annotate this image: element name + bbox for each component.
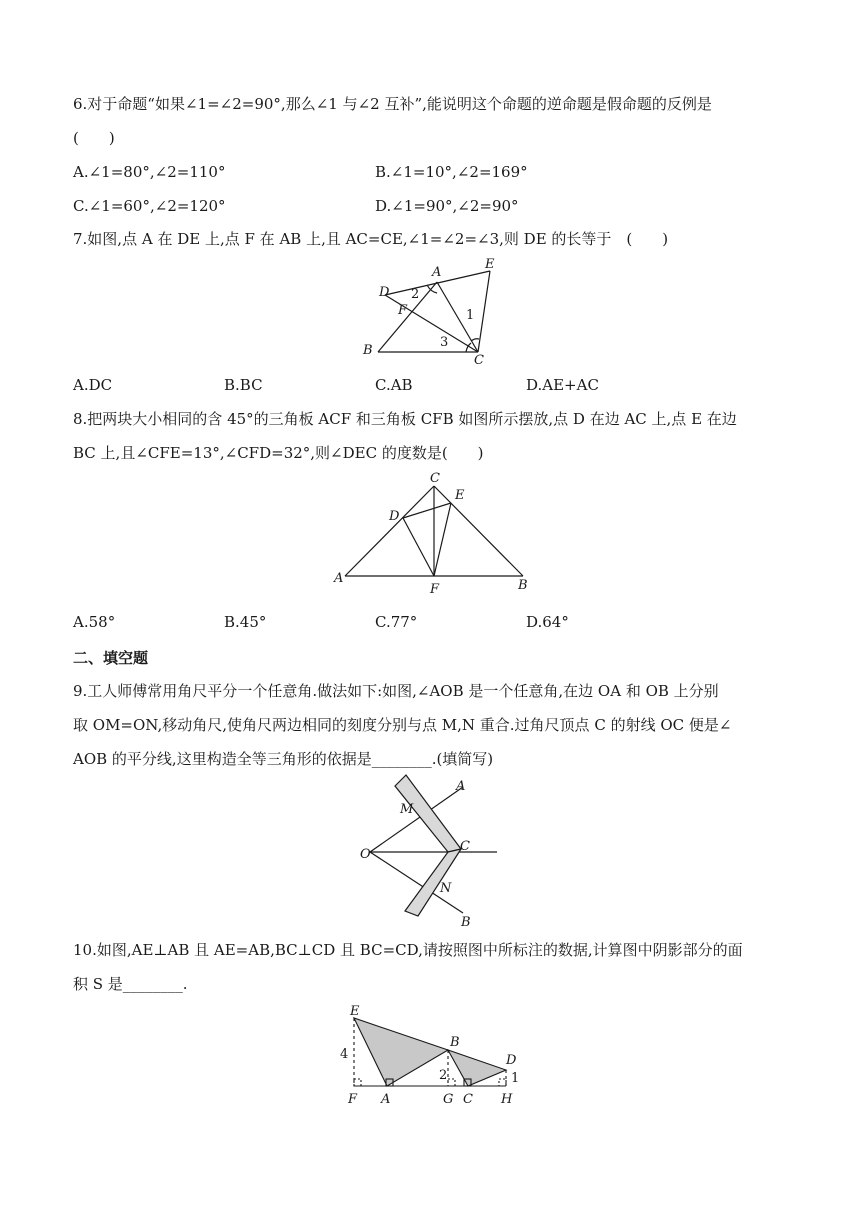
q6-stem-line1: 6.对于命题“如果∠1=∠2=90°,那么∠1 与∠2 互补”,能说明这个命题的逆命题是假命题的反例是 xyxy=(73,95,712,113)
q7-option-c: C.AB xyxy=(375,376,413,394)
q7-option-b: B.BC xyxy=(224,376,263,394)
q6-option-d: D.∠1=90°,∠2=90° xyxy=(375,197,519,215)
q7-label-f: F xyxy=(398,303,408,318)
q10-label-c: C xyxy=(463,1092,473,1107)
q10-right-angle-h xyxy=(499,1079,506,1086)
q8-segment-cb xyxy=(434,486,523,576)
q8-segment-ac xyxy=(345,486,434,576)
q9-label-c: C xyxy=(460,839,470,854)
q9-label-n: N xyxy=(440,881,452,896)
q10-right-angle-g xyxy=(448,1079,455,1086)
q7-label-a: A xyxy=(432,265,442,280)
q7-angle1-arc xyxy=(471,339,479,341)
q8-stem-line1: 8.把两块大小相同的含 45°的三角板 ACF 和三角板 CFB 如图所示摆放,点 D 在边 AC 上,点 E 在边 xyxy=(73,410,737,428)
q8-option-d: D.64° xyxy=(526,613,569,631)
q8-label-a: A xyxy=(334,571,344,586)
q9-stem-line1: 9.工人师傅常用角尺平分一个任意角.做法如下:如图,∠AOB 是一个任意角,在边 OA 和 OB 上分别 xyxy=(73,682,719,700)
q6-stem-line2: ( ) xyxy=(73,129,115,147)
q7-figure xyxy=(355,255,515,367)
q10-stem-line1: 10.如图,AE⊥AB 且 AE=AB,BC⊥CD 且 BC=CD,请按照图中所标注的数据,计算图中阴影部分的面 xyxy=(73,941,743,959)
q10-label-1: 1 xyxy=(511,1071,520,1086)
section-title-fill-in: 二、填空题 xyxy=(73,649,149,667)
q7-label-b: B xyxy=(363,343,373,358)
q6-option-c: C.∠1=60°,∠2=120° xyxy=(73,197,226,215)
q9-stem-line3: AOB 的平分线,这里构造全等三角形的依据是________.(填简写) xyxy=(73,750,494,768)
q7-segment-ec xyxy=(478,271,490,352)
q7-label-2: 2 xyxy=(411,287,420,302)
q7-label-e: E xyxy=(485,257,495,272)
q10-shaded-triangle-bcd xyxy=(448,1050,506,1086)
q9-label-o: O xyxy=(360,847,371,862)
q10-label-h: H xyxy=(501,1092,513,1107)
q8-label-b: B xyxy=(518,578,528,593)
q9-figure xyxy=(355,770,515,930)
q7-label-3: 3 xyxy=(440,335,449,350)
q9-label-b: B xyxy=(461,915,471,930)
q10-label-b: B xyxy=(450,1035,460,1050)
q8-option-c: C.77° xyxy=(375,613,418,631)
q7-option-a: A.DC xyxy=(73,376,113,394)
q10-right-angle-f xyxy=(354,1079,361,1086)
q10-label-f: F xyxy=(348,1092,358,1107)
q10-label-a: A xyxy=(381,1092,391,1107)
q8-stem-line2: BC 上,且∠CFE=13°,∠CFD=32°,则∠DEC 的度数是( ) xyxy=(73,444,484,462)
q10-shaded-triangle-eab xyxy=(354,1018,448,1086)
q10-label-g: G xyxy=(443,1092,454,1107)
q8-label-c: C xyxy=(430,471,440,486)
q10-label-e: E xyxy=(350,1004,360,1019)
q10-stem-line2: 积 S 是________. xyxy=(73,975,188,993)
q7-label-c: C xyxy=(474,353,484,368)
q7-option-d: D.AE+AC xyxy=(526,376,599,394)
q10-label-4: 4 xyxy=(340,1047,349,1062)
q6-option-a: A.∠1=80°,∠2=110° xyxy=(73,163,226,181)
q8-option-a: A.58° xyxy=(73,613,116,631)
q8-segment-df xyxy=(403,518,434,576)
q10-label-2: 2 xyxy=(439,1068,448,1083)
q9-label-m: M xyxy=(400,802,414,817)
q6-option-b: B.∠1=10°,∠2=169° xyxy=(375,163,528,181)
q8-segment-ef xyxy=(434,503,451,576)
q7-stem-line1: 7.如图,点 A 在 DE 上,点 F 在 AB 上,且 AC=CE,∠1=∠2=∠3,则 DE 的长等于 ( ) xyxy=(73,230,669,248)
q8-figure xyxy=(330,470,540,600)
q10-figure xyxy=(335,1000,535,1110)
q8-label-e: E xyxy=(455,488,465,503)
q10-label-d: D xyxy=(506,1053,517,1068)
q8-label-d: D xyxy=(389,509,400,524)
q9-stem-line2: 取 OM=ON,移动角尺,使角尺两边相同的刻度分别与点 M,N 重合.过角尺顶点 C 的射线 OC 便是∠ xyxy=(73,716,732,734)
q9-label-a: A xyxy=(456,779,466,794)
q8-label-f: F xyxy=(430,582,440,597)
q7-label-d: D xyxy=(379,285,390,300)
q7-label-1: 1 xyxy=(466,308,475,323)
q8-option-b: B.45° xyxy=(224,613,267,631)
